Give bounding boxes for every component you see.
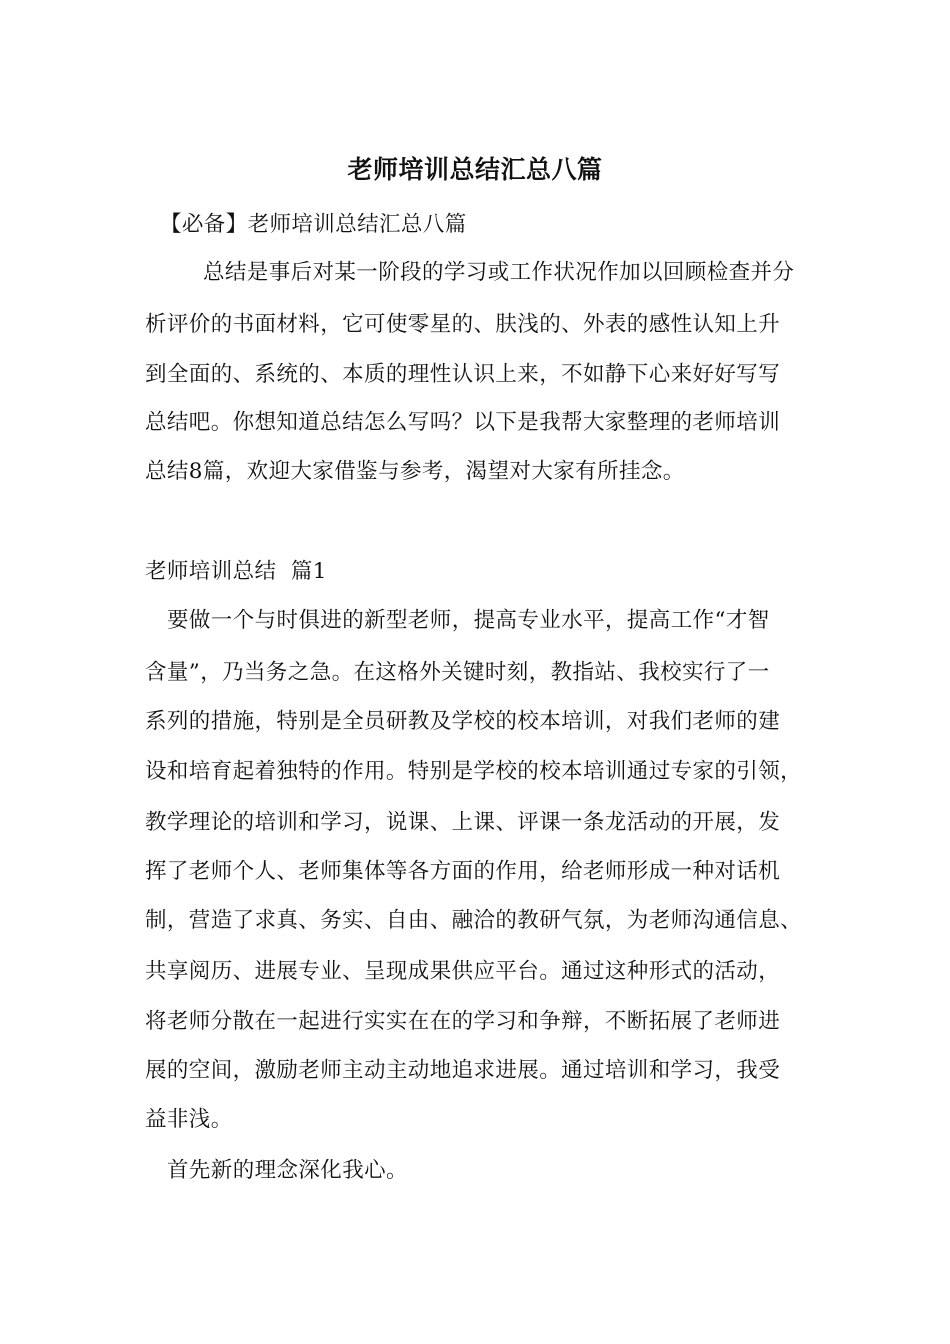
subtitle-line: 【必备】老师培训总结汇总八篇 [160,212,467,237]
body-paragraph-line: 将老师分散在一起进行实实在在的学习和争辩，不断拓展了老师进 [145,1009,781,1034]
body-paragraph-line: 制，营造了求真、务实、自由、融洽的教研气氛，为老师沟通信息、 [145,908,803,933]
body-paragraph-line: 益非浅。 [145,1107,233,1132]
intro-paragraph-line: 总结吧。你想知道总结怎么写吗？以下是我帮大家整理的老师培训 [145,410,781,435]
body-paragraph-line: 共享阅历、进展专业、呈现成果供应平台。通过这种形式的活动， [145,959,781,984]
body-paragraph-line: 设和培育起着独特的作用。特别是学校的校本培训通过专家的引领， [145,759,803,784]
body-paragraph-line: 要做一个与时俱进的新型老师，提高专业水平，提高工作“才智 [167,608,770,633]
body-paragraph-line: 系列的措施，特别是全员研教及学校的校本培训，对我们老师的建 [145,709,781,734]
intro-paragraph-line: 到全面的、系统的、本质的理性认识上来，不如静下心来好好写写 [145,362,781,387]
section-heading: 老师培训总结 篇1 [145,559,327,584]
intro-paragraph-line: 总结8篇，欢迎大家借鉴与参考，渴望对大家有所挂念。 [145,459,685,484]
document-title: 老师培训总结汇总八篇 [347,155,603,184]
body-paragraph-line: 展的空间，激励老师主动主动地追求进展。通过培训和学习，我受 [145,1058,781,1083]
body-paragraph-line: 挥了老师个人、老师集体等各方面的作用，给老师形成一种对话机 [145,859,781,884]
body-paragraph-line: 含量”，乃当务之急。在这格外关键时刻，教指站、我校实行了一 [145,660,770,685]
intro-paragraph-line: 析评价的书面材料，它可使零星的、肤浅的、外表的感性认知上升 [145,312,781,337]
body-paragraph-line: 首先新的理念深化我心。 [167,1158,408,1183]
intro-paragraph-line: 总结是事后对某一阶段的学习或工作状况作加以回顾检查并分 [203,260,795,285]
body-paragraph-line: 教学理论的培训和学习，说课、上课、评课一条龙活动的开展，发 [145,810,781,835]
